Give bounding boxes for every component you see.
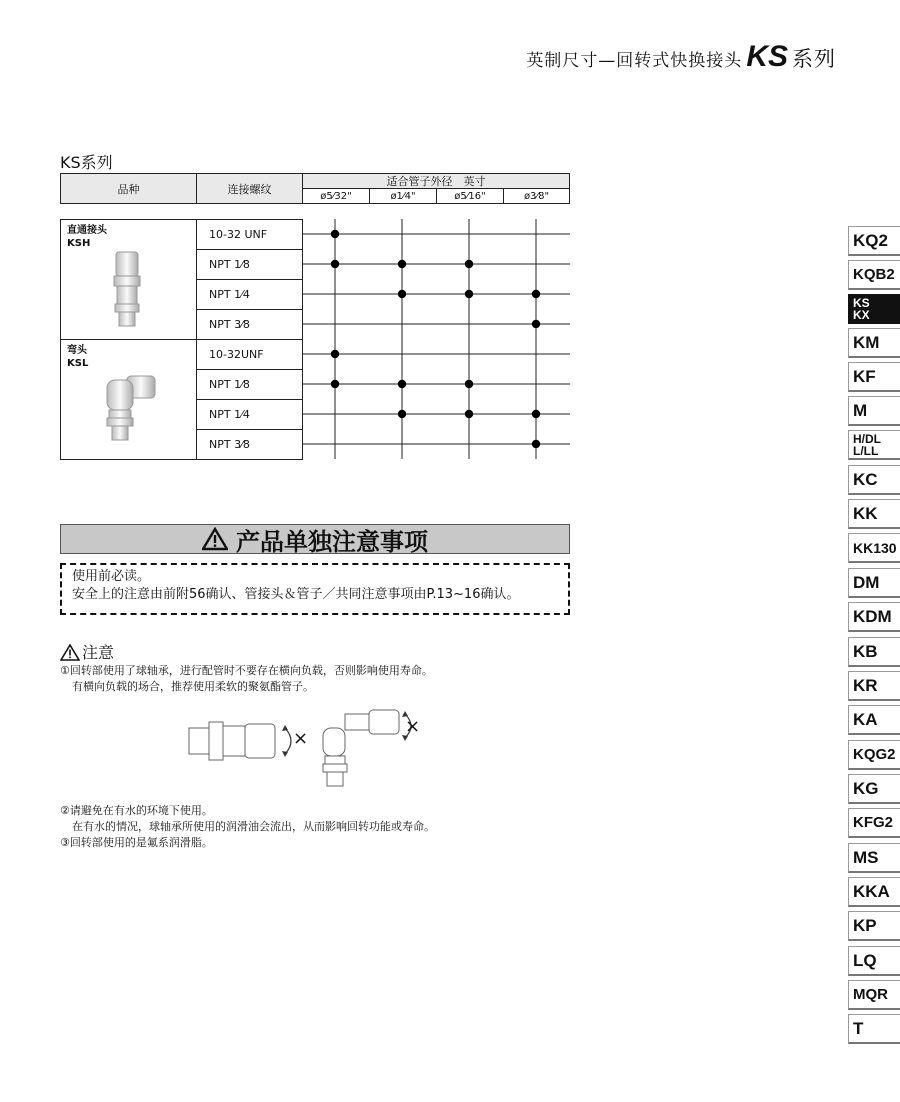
tab-label: KK130 — [853, 539, 897, 556]
tab-label: KS — [853, 295, 870, 310]
tab-hdl-lll[interactable] — [848, 430, 900, 460]
tab-label: KQB2 — [853, 266, 895, 283]
availability-dot — [398, 380, 406, 388]
tab-label: KDM — [853, 606, 892, 626]
availability-dot — [331, 380, 339, 388]
tab-ka[interactable] — [848, 705, 900, 735]
col-thread-header: 连接螺纹 — [196, 173, 303, 204]
tab-km[interactable] — [848, 328, 900, 358]
caution-icon — [60, 643, 80, 661]
tab-t[interactable] — [848, 1014, 900, 1044]
tab-label: KR — [853, 675, 878, 695]
tab-dm[interactable] — [848, 568, 900, 598]
availability-dot — [465, 260, 473, 268]
tab-kq2[interactable] — [848, 226, 900, 256]
tab-label: KF — [853, 366, 876, 386]
tab-label: M — [853, 400, 868, 420]
tab-ms[interactable] — [848, 843, 900, 873]
tab-label: KQG2 — [853, 746, 896, 763]
tab-kk[interactable] — [848, 499, 900, 529]
header-series-word: 系列 — [792, 47, 836, 71]
cross-mark-icon: × — [405, 716, 421, 737]
tab-label: KA — [853, 709, 878, 729]
tab-kka[interactable] — [848, 877, 900, 907]
cross-mark-icon: × — [293, 728, 309, 749]
size-header: ø5⁄16" — [436, 188, 504, 204]
caution-note: ③回转部使用的是氟系润滑脂。 — [60, 836, 213, 849]
caution-note: ①回转部使用了球轴承，进行配管时不要存在横向负载，否则影响使用寿命。 — [60, 664, 433, 677]
header-series-code: KS — [746, 40, 788, 73]
caution-note: 有横向负载的场合，推荐使用柔软的聚氨酯管子。 — [72, 680, 314, 693]
tab-lq[interactable] — [848, 946, 900, 976]
tab-label: KFG2 — [853, 814, 894, 831]
elbow-fitting-image — [99, 372, 161, 452]
tab-kc[interactable] — [848, 465, 900, 495]
caution-title-text: 注意 — [82, 643, 115, 662]
thread-cell: 10-32UNF — [196, 339, 303, 370]
warning-icon — [202, 527, 228, 551]
warning-line: 安全上的注意由前附56确认、管接头＆管子／共同注意事项由P.13~16确认。 — [72, 587, 520, 602]
caution-note: ②请避免在有水的环境下使用。 — [60, 804, 213, 817]
thread-cell: NPT 3⁄8 — [196, 309, 303, 340]
tab-kf[interactable] — [848, 362, 900, 392]
availability-matrix — [302, 219, 572, 461]
availability-dot — [465, 290, 473, 298]
tab-label: KK — [853, 503, 878, 523]
size-header: ø3⁄8" — [503, 188, 570, 204]
caution-title — [60, 640, 114, 663]
warning-line: 使用前必读。 — [72, 569, 151, 584]
size-header: ø1⁄4" — [369, 188, 437, 204]
availability-dot — [331, 230, 339, 238]
product-code: KSH — [67, 238, 91, 249]
tab-kfg2[interactable] — [848, 808, 900, 838]
availability-dot — [532, 290, 540, 298]
availability-dot — [398, 290, 406, 298]
availability-dot — [331, 260, 339, 268]
tab-label: MS — [853, 847, 879, 867]
header-prefix: 英制尺寸—回转式快换接头 — [526, 51, 743, 71]
tab-kb[interactable] — [848, 637, 900, 667]
thread-cell: NPT 1⁄4 — [196, 399, 303, 430]
tab-label: KX — [853, 307, 870, 322]
product-cell-ksl — [60, 339, 197, 460]
caution-note: 在有水的情况，球轴承所使用的润滑油会流出，从而影响回转功能或寿命。 — [72, 820, 435, 833]
tab-label: KP — [853, 915, 877, 935]
tab-label: KQ2 — [853, 230, 888, 250]
tab-ks-kx[interactable] — [848, 294, 900, 324]
tab-label: MQR — [853, 986, 888, 1003]
availability-dot — [532, 320, 540, 328]
tab-label: LQ — [853, 950, 877, 970]
page-header-title — [526, 40, 836, 74]
tab-m[interactable] — [848, 396, 900, 426]
availability-dot — [465, 380, 473, 388]
tab-label: DM — [853, 572, 880, 592]
section-title: KS系列 — [60, 153, 113, 172]
tab-label: KM — [853, 332, 880, 352]
product-code: KSL — [67, 358, 89, 369]
col-tube-header: 适合管子外径 英寸 — [302, 173, 570, 189]
availability-dot — [532, 410, 540, 418]
availability-dot — [532, 440, 540, 448]
thread-cell: NPT 3⁄8 — [196, 429, 303, 460]
tab-kr[interactable] — [848, 671, 900, 701]
product-name — [67, 344, 88, 370]
warning-bar — [60, 524, 570, 554]
size-header: ø5⁄32" — [302, 188, 370, 204]
tab-label: L/LL — [853, 443, 879, 458]
tab-kg[interactable] — [848, 774, 900, 804]
tab-kqg2[interactable] — [848, 740, 900, 770]
product-name-cn: 弯头 — [67, 345, 87, 356]
col-product-header: 品种 — [60, 173, 197, 204]
tab-label: T — [853, 1018, 864, 1038]
product-name-cn: 直通接头 — [67, 225, 107, 236]
availability-dot — [398, 260, 406, 268]
thread-cell: NPT 1⁄4 — [196, 279, 303, 310]
tab-label: KG — [853, 778, 879, 798]
thread-cell: NPT 1⁄8 — [196, 369, 303, 400]
tab-label: KKA — [853, 881, 890, 901]
tab-label: KB — [853, 641, 878, 661]
warning-title: 产品单独注意事项 — [236, 527, 428, 556]
tab-label: KC — [853, 469, 878, 489]
warning-notice-box — [60, 563, 570, 615]
product-cell-ksh — [60, 219, 197, 340]
tab-kdm[interactable] — [848, 602, 900, 632]
thread-cell: 10-32 UNF — [196, 219, 303, 250]
thread-cell: NPT 1⁄8 — [196, 249, 303, 280]
straight-fitting-image — [109, 250, 145, 330]
tab-kqb2[interactable] — [848, 260, 900, 290]
availability-dot — [331, 350, 339, 358]
availability-dot — [465, 410, 473, 418]
tab-mqr[interactable] — [848, 980, 900, 1010]
tab-kp[interactable] — [848, 911, 900, 941]
tab-label: H/DL — [853, 431, 881, 446]
product-name — [67, 224, 107, 250]
availability-dot — [398, 410, 406, 418]
tab-kk130[interactable] — [848, 533, 900, 563]
